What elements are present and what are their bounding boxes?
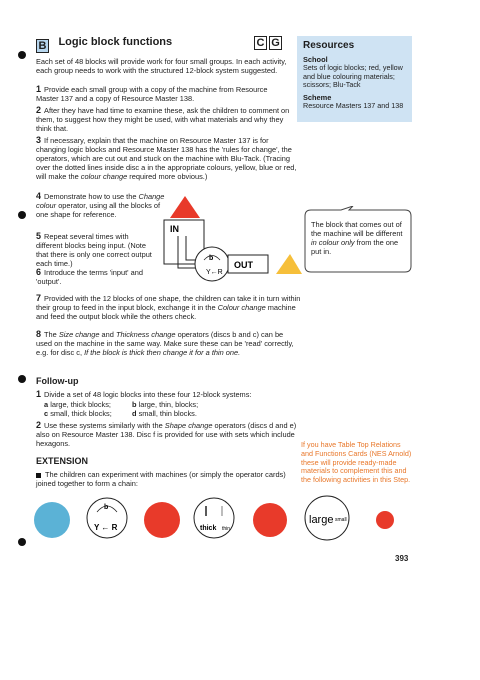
machine-diagram <box>150 188 305 288</box>
school-label: School <box>303 55 328 64</box>
step-8: 8 The Size change and Thickness change operators (discs b and c) can be used on the machine in the same way. Make sure these can be 'read' correctly, e.g. for disc c, If the block is thick then change it for a thin one. <box>36 329 294 357</box>
step-2: 2 After they have had time to examine these, ask the children to comment on them, to suggest how they might be used, with what materials and why they think that. <box>36 105 290 133</box>
followup-heading: Follow-up <box>36 376 79 386</box>
tag-c-badge: C <box>254 36 267 50</box>
thin-label: thin <box>222 526 231 532</box>
chain-diagram <box>30 490 415 550</box>
followup-1: 1 Divide a set of 48 logic blocks into these four 12-block systems: <box>36 389 252 399</box>
intro-paragraph: Each set of 48 blocks will provide work for four small groups. In each activity, each group needs to work with the structured 12-block system suggested. <box>36 57 287 75</box>
chain-disc-letter: b <box>104 504 109 511</box>
step-6: 6 Introduce the terms 'input' and 'output'. <box>36 267 143 286</box>
tag-g-badge: G <box>269 36 282 50</box>
step-7: 7 Provided with the 12 blocks of one shape, the children can take it in turn within their group to feed in the input block, exchange it in the Colour change machine and feed the output block while the others check. <box>36 293 301 321</box>
side-note: If you have Table Top Relations and Functions Cards (NES Arnold) these will provide ready-made materials to complement this and the following activities in this Step. <box>301 440 412 485</box>
section-letter-badge: B <box>36 39 49 53</box>
speech-bubble-text: The block that comes out of the machine will be different in colour only from the one put in. <box>311 220 403 256</box>
resources-heading: Resources <box>303 40 355 51</box>
disc-letter: b <box>209 255 214 262</box>
step-3: 3 If necessary, explain that the machine on Resource Master 137 is for changing logic blocks and Resource Master 138 has the 'rules for change', the operators, which are cut out and stuck on the machine with Blu-Tack. (Tracing over the dotted lines inside disc a in the appropriate colours, yellow, blue or red, will make the colour change required more obvious.) <box>36 135 297 181</box>
margin-bullet <box>18 211 26 219</box>
school-text: Sets of logic blocks; red, yellow and blue colouring materials; scissors; Blu-Tack <box>303 63 403 90</box>
svg-text:Y ← R: Y ← R <box>94 523 118 532</box>
step-1: 1 Provide each small group with a copy of the machine from Resource Master 137 and a copy of Resource Master 138. <box>36 84 268 103</box>
red-circle-block <box>253 503 287 537</box>
followup-2: 2 Use these systems similarly with the Shape change operators (discs d and e) also on Resource Master 138. Disc f is provided for use with sets which include hexagons. <box>36 420 297 448</box>
followup-options: a large, thick blocks; b large, thin, blocks; c small, thick blocks; d small, thin blocks. <box>44 400 199 418</box>
in-label: IN <box>170 224 179 234</box>
small-red-circle-block <box>376 511 394 529</box>
red-triangle-block <box>170 196 200 218</box>
page-number: 393 <box>395 554 409 563</box>
section-header <box>36 36 291 52</box>
small-label: small <box>335 517 347 523</box>
thickness-change-disc <box>194 498 234 538</box>
large-label: large <box>309 514 334 526</box>
page-title: Logic block functions <box>58 36 173 48</box>
resources-box <box>297 36 412 122</box>
margin-bullet <box>18 375 26 383</box>
red-circle-block <box>144 502 180 538</box>
blue-circle-block <box>34 502 70 538</box>
scheme-label: Scheme <box>303 92 332 102</box>
margin-bullet <box>18 538 26 546</box>
svg-text:Y←R: Y←R <box>206 269 223 276</box>
step-5: 5 Repeat several times with different blocks being input. (Note that there is only one correct output each time.) <box>36 231 152 268</box>
yellow-triangle-block <box>276 254 302 274</box>
out-label: OUT <box>234 260 253 270</box>
extension-text: The children can experiment with machines (or simply the operator cards) joined together to form a chain: <box>36 470 286 488</box>
scheme-text: Resource Masters 137 and 138 <box>303 100 404 110</box>
thick-label: thick <box>200 525 217 532</box>
margin-bullet <box>18 51 26 59</box>
step-4: 4 Demonstrate how to use the Change colour operator, using all the blocks of one shape for reference. <box>36 191 165 219</box>
square-bullet <box>36 473 41 478</box>
extension-heading: EXTENSION <box>36 456 89 466</box>
